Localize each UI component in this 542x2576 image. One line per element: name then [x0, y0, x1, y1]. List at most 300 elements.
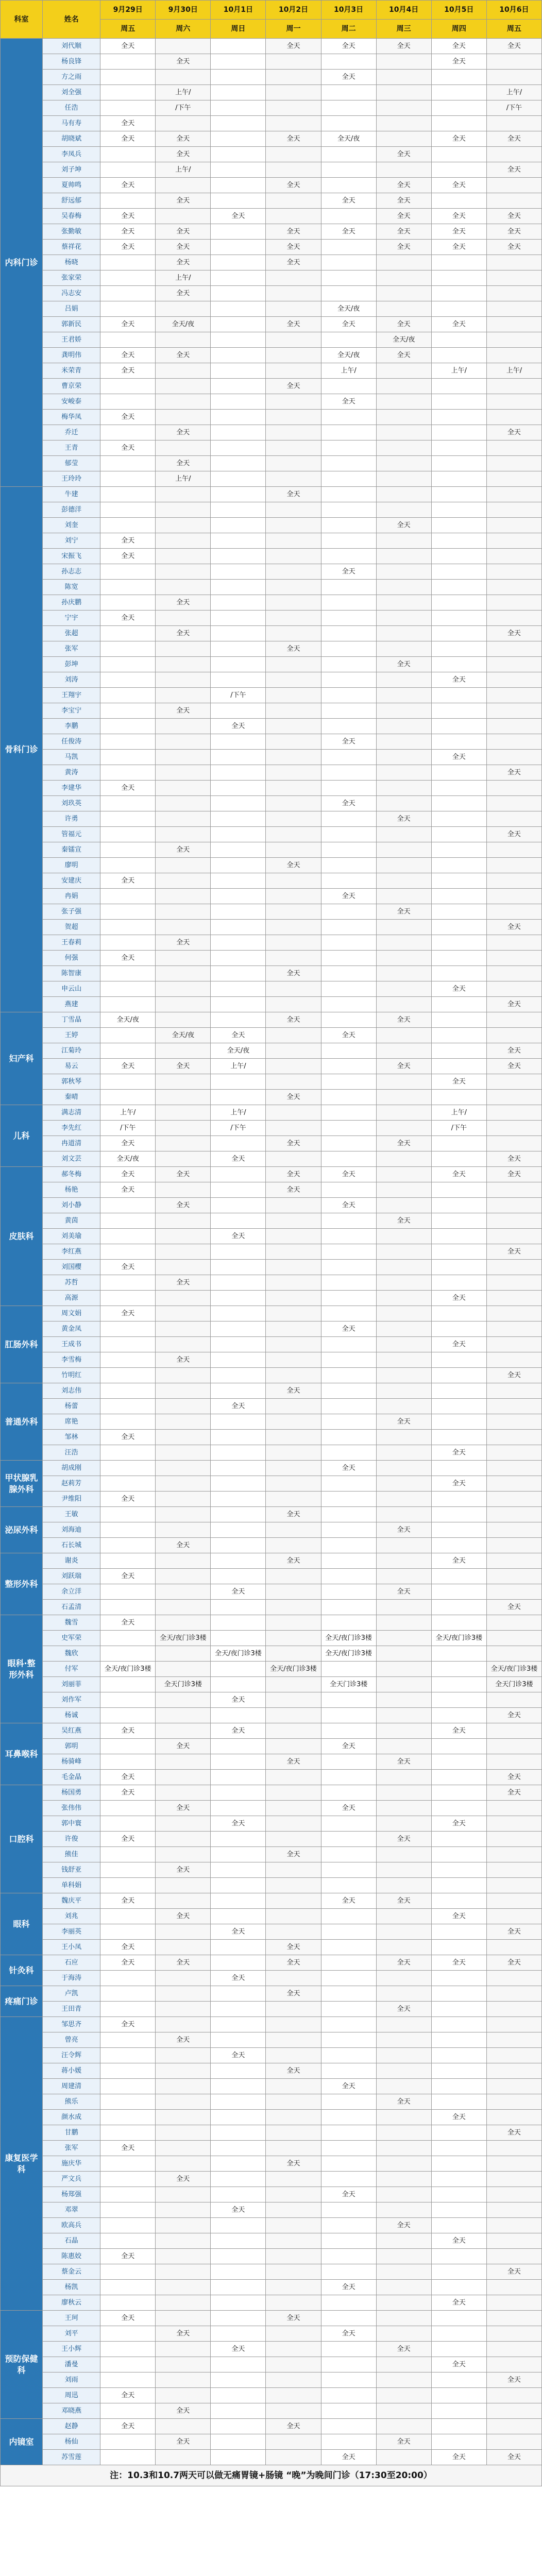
schedule-slot: [266, 1862, 321, 1878]
schedule-slot: [376, 2388, 431, 2403]
doctor-name: 张超: [43, 626, 100, 641]
doctor-name: 石应: [43, 1955, 100, 1971]
doctor-name: 刘丽菲: [43, 1677, 100, 1692]
schedule-slot: [156, 2218, 211, 2233]
schedule-slot: [431, 1770, 486, 1785]
schedule-slot: [211, 1553, 266, 1569]
doctor-name: 秦晴: [43, 1090, 100, 1105]
schedule-slot: 上午/: [156, 162, 211, 178]
schedule-slot: [266, 70, 321, 85]
schedule-slot: [431, 1662, 486, 1677]
schedule-slot: [100, 1739, 156, 1754]
weekday-header: 周日: [211, 20, 266, 39]
schedule-header: [1, 1, 542, 39]
schedule-slot: [266, 2403, 321, 2419]
schedule-slot: [321, 116, 376, 131]
schedule-slot: [266, 1337, 321, 1352]
schedule-slot: [486, 54, 541, 70]
schedule-row: [1, 2403, 542, 2419]
schedule-slot: [100, 842, 156, 858]
schedule-slot: [100, 657, 156, 672]
schedule-slot: 全天/夜: [321, 348, 376, 363]
schedule-row: [1, 54, 542, 70]
schedule-slot: 全天: [100, 39, 156, 54]
schedule-slot: 全天: [321, 317, 376, 332]
schedule-slot: [266, 332, 321, 348]
schedule-slot: [266, 2280, 321, 2295]
schedule-slot: [211, 1955, 266, 1971]
schedule-slot: 全天: [100, 240, 156, 255]
doctor-name: 杨蕾: [43, 1399, 100, 1414]
schedule-slot: 全天: [431, 981, 486, 997]
schedule-slot: [156, 209, 211, 224]
schedule-row: [1, 1615, 542, 1631]
schedule-slot: [100, 2063, 156, 2079]
schedule-slot: [376, 1847, 431, 1862]
doctor-name: 吴红燕: [43, 1723, 100, 1739]
date-header: 10月4日: [376, 1, 431, 20]
schedule-slot: [321, 1986, 376, 2002]
schedule-slot: 全天: [211, 1229, 266, 1244]
schedule-slot: 全天: [156, 240, 211, 255]
schedule-slot: 全天: [266, 966, 321, 981]
schedule-body: [1, 39, 542, 2465]
doctor-name: 苏哲: [43, 1275, 100, 1291]
schedule-slot: [266, 2264, 321, 2280]
doctor-name: 陈智康: [43, 966, 100, 981]
schedule-slot: 全天: [376, 1213, 431, 1229]
date-header: 10月6日: [486, 1, 541, 20]
schedule-slot: [156, 1213, 211, 1229]
schedule-slot: [100, 2094, 156, 2110]
schedule-slot: [266, 2249, 321, 2264]
schedule-row: [1, 580, 542, 595]
schedule-slot: [266, 1723, 321, 1739]
schedule-slot: 全天: [321, 1198, 376, 1213]
schedule-slot: 全天门诊3楼: [156, 1677, 211, 1692]
doctor-name: 申云山: [43, 981, 100, 997]
schedule-slot: [376, 688, 431, 703]
schedule-slot: [156, 2048, 211, 2063]
schedule-slot: [156, 1043, 211, 1059]
schedule-slot: [100, 2079, 156, 2094]
schedule-row: [1, 270, 542, 286]
schedule-slot: [156, 1121, 211, 1136]
schedule-slot: [431, 1692, 486, 1708]
schedule-slot: [321, 2002, 376, 2017]
schedule-slot: [486, 2233, 541, 2249]
schedule-slot: [266, 1414, 321, 1430]
schedule-slot: [156, 1461, 211, 1476]
schedule-row: [1, 2032, 542, 2048]
schedule-slot: [431, 1136, 486, 1151]
doctor-name: 李鹏: [43, 719, 100, 734]
schedule-slot: [266, 1074, 321, 1090]
doctor-name: 张伟伟: [43, 1801, 100, 1816]
schedule-slot: [100, 1368, 156, 1383]
schedule-slot: 全天: [376, 1059, 431, 1074]
schedule-slot: [376, 2450, 431, 2465]
schedule-slot: [266, 1770, 321, 1785]
schedule-row: [1, 1182, 542, 1198]
schedule-slot: [486, 2311, 541, 2326]
schedule-slot: 全天/夜: [321, 131, 376, 147]
schedule-slot: [156, 2450, 211, 2465]
schedule-slot: [321, 1182, 376, 1198]
schedule-slot: [486, 1476, 541, 1492]
schedule-slot: [431, 1012, 486, 1028]
schedule-slot: [321, 1723, 376, 1739]
schedule-row: [1, 348, 542, 363]
schedule-slot: [321, 456, 376, 471]
schedule-slot: [431, 332, 486, 348]
schedule-slot: 全天: [321, 796, 376, 811]
schedule-slot: [266, 564, 321, 580]
schedule-slot: [266, 703, 321, 719]
doctor-name: 熊佳: [43, 1847, 100, 1862]
schedule-slot: [211, 2311, 266, 2326]
schedule-slot: [321, 672, 376, 688]
schedule-slot: [100, 2156, 156, 2172]
schedule-slot: 上午/: [431, 363, 486, 379]
schedule-slot: [211, 966, 266, 981]
schedule-slot: 全天: [100, 549, 156, 564]
schedule-slot: [431, 2403, 486, 2419]
schedule-slot: [211, 1492, 266, 1507]
schedule-slot: [321, 1569, 376, 1584]
schedule-row: [1, 1924, 542, 1940]
schedule-slot: [156, 1723, 211, 1739]
schedule-slot: [321, 641, 376, 657]
schedule-slot: 全天: [156, 1955, 211, 1971]
schedule-slot: 全天: [156, 2434, 211, 2450]
schedule-slot: [431, 1708, 486, 1723]
schedule-slot: [376, 1492, 431, 1507]
schedule-slot: 全天: [431, 1955, 486, 1971]
schedule-slot: [156, 858, 211, 873]
schedule-slot: 全天: [376, 224, 431, 240]
schedule-slot: [321, 1121, 376, 1136]
schedule-slot: 全天: [321, 70, 376, 85]
schedule-slot: [486, 410, 541, 425]
schedule-slot: [266, 425, 321, 440]
schedule-slot: [211, 858, 266, 873]
schedule-slot: [486, 750, 541, 765]
schedule-slot: [156, 811, 211, 827]
schedule-slot: [100, 1461, 156, 1476]
doctor-name: 丁雪晶: [43, 1012, 100, 1028]
schedule-slot: [431, 1198, 486, 1213]
schedule-row: [1, 611, 542, 626]
schedule-row: [1, 1893, 542, 1909]
schedule-slot: [211, 1012, 266, 1028]
schedule-slot: [376, 1198, 431, 1213]
schedule-slot: [376, 131, 431, 147]
schedule-slot: 全天: [431, 2450, 486, 2465]
schedule-slot: [211, 2032, 266, 2048]
schedule-slot: [100, 719, 156, 734]
schedule-row: [1, 641, 542, 657]
schedule-slot: [486, 1615, 541, 1631]
department-cell: 妇产科: [1, 1012, 43, 1105]
schedule-slot: [266, 657, 321, 672]
doctor-name: 刘奎: [43, 518, 100, 533]
schedule-slot: [321, 2141, 376, 2156]
doctor-name: 谢炎: [43, 1553, 100, 1569]
schedule-slot: [431, 502, 486, 518]
schedule-slot: [266, 116, 321, 131]
schedule-slot: [431, 1522, 486, 1538]
schedule-slot: [376, 2280, 431, 2295]
doctor-name: 马凯: [43, 750, 100, 765]
schedule-slot: [431, 1507, 486, 1522]
schedule-slot: [211, 564, 266, 580]
schedule-slot: [431, 1569, 486, 1584]
schedule-slot: [376, 85, 431, 100]
schedule-slot: [266, 2434, 321, 2450]
schedule-slot: [486, 2218, 541, 2233]
doctor-name: 刘作军: [43, 1692, 100, 1708]
schedule-slot: [211, 1631, 266, 1646]
schedule-slot: [486, 1306, 541, 1321]
schedule-slot: [211, 1862, 266, 1878]
schedule-slot: [376, 1862, 431, 1878]
schedule-slot: [486, 595, 541, 611]
schedule-slot: [266, 2141, 321, 2156]
schedule-slot: 全天: [266, 1553, 321, 1569]
schedule-row: [1, 502, 542, 518]
schedule-slot: [100, 1399, 156, 1414]
schedule-slot: [266, 2187, 321, 2202]
schedule-slot: [486, 1832, 541, 1847]
schedule-slot: [486, 2048, 541, 2063]
schedule-slot: [211, 240, 266, 255]
schedule-slot: [321, 1136, 376, 1151]
doctor-name: 潘曼: [43, 2357, 100, 2372]
doctor-name: 刘涛: [43, 672, 100, 688]
schedule-slot: [211, 147, 266, 162]
schedule-slot: [431, 966, 486, 981]
schedule-slot: [211, 796, 266, 811]
schedule-slot: [156, 641, 211, 657]
schedule-row: [1, 1801, 542, 1816]
schedule-slot: 全天: [486, 1785, 541, 1801]
schedule-slot: [486, 842, 541, 858]
schedule-slot: [156, 1553, 211, 1569]
schedule-slot: 全天: [431, 1074, 486, 1090]
schedule-slot: [376, 2295, 431, 2311]
doctor-name: 王小凤: [43, 1940, 100, 1955]
schedule-slot: [431, 1893, 486, 1909]
schedule-row: [1, 533, 542, 549]
schedule-slot: [156, 70, 211, 85]
schedule-slot: [100, 1847, 156, 1862]
schedule-slot: [100, 1198, 156, 1213]
schedule-row: [1, 2002, 542, 2017]
schedule-slot: [321, 904, 376, 920]
schedule-slot: [321, 502, 376, 518]
schedule-row: [1, 1136, 542, 1151]
schedule-slot: 全天: [431, 1291, 486, 1306]
schedule-slot: [486, 301, 541, 317]
schedule-slot: [211, 2141, 266, 2156]
schedule-slot: [376, 1723, 431, 1739]
schedule-slot: [100, 1692, 156, 1708]
schedule-slot: [376, 379, 431, 394]
schedule-slot: [486, 2063, 541, 2079]
schedule-slot: [156, 2187, 211, 2202]
doctor-name: 郭中寰: [43, 1816, 100, 1832]
schedule-slot: [266, 85, 321, 100]
schedule-slot: [321, 2233, 376, 2249]
schedule-slot: [156, 688, 211, 703]
schedule-slot: 全天: [211, 2202, 266, 2218]
schedule-slot: [431, 2388, 486, 2403]
schedule-slot: [486, 1847, 541, 1862]
schedule-slot: [431, 904, 486, 920]
schedule-slot: [376, 2372, 431, 2388]
schedule-slot: [376, 1971, 431, 1986]
schedule-row: [1, 1955, 542, 1971]
schedule-slot: [100, 394, 156, 410]
doctor-name: 刘海迪: [43, 1522, 100, 1538]
schedule-slot: 全天: [376, 811, 431, 827]
schedule-slot: [156, 1646, 211, 1662]
schedule-slot: 全天: [376, 2002, 431, 2017]
schedule-slot: [100, 1028, 156, 1043]
schedule-slot: 全天: [266, 487, 321, 502]
doctor-name: 席艳: [43, 1414, 100, 1430]
schedule-slot: [100, 2295, 156, 2311]
schedule-slot: [486, 811, 541, 827]
schedule-row: [1, 2141, 542, 2156]
doctor-name: 胡成刚: [43, 1461, 100, 1476]
schedule-row: [1, 2434, 542, 2450]
schedule-row: [1, 981, 542, 997]
schedule-slot: 全天: [266, 224, 321, 240]
schedule-slot: [156, 873, 211, 889]
schedule-slot: [100, 796, 156, 811]
schedule-slot: 全天/夜: [376, 332, 431, 348]
department-cell: 皮肤科: [1, 1167, 43, 1306]
schedule-row: [1, 2156, 542, 2172]
schedule-row: [1, 1569, 542, 1584]
schedule-slot: [100, 487, 156, 502]
schedule-slot: 全天: [376, 2434, 431, 2450]
schedule-slot: [211, 1275, 266, 1291]
schedule-slot: [486, 889, 541, 904]
schedule-slot: [321, 1383, 376, 1399]
schedule-slot: 全天: [266, 1136, 321, 1151]
schedule-slot: [100, 641, 156, 657]
schedule-slot: [266, 997, 321, 1012]
schedule-slot: [376, 1291, 431, 1306]
schedule-slot: [431, 193, 486, 209]
schedule-slot: [266, 2002, 321, 2017]
doctor-name: 王青: [43, 440, 100, 456]
department-cell: 耳鼻喉科: [1, 1723, 43, 1785]
schedule-slot: [376, 2079, 431, 2094]
schedule-slot: [376, 1260, 431, 1275]
schedule-row: [1, 1368, 542, 1383]
schedule-slot: [100, 904, 156, 920]
schedule-row: [1, 595, 542, 611]
schedule-slot: [156, 2295, 211, 2311]
schedule-slot: 全天: [211, 1971, 266, 1986]
schedule-slot: 全天: [486, 425, 541, 440]
schedule-slot: 全天/夜: [100, 1012, 156, 1028]
schedule-slot: 全天: [211, 2342, 266, 2357]
doctor-name: 冉道清: [43, 1136, 100, 1151]
schedule-slot: [486, 70, 541, 85]
schedule-slot: [486, 981, 541, 997]
schedule-slot: [100, 688, 156, 703]
schedule-slot: [431, 116, 486, 131]
schedule-row: [1, 1028, 542, 1043]
schedule-slot: [211, 348, 266, 363]
schedule-slot: [321, 703, 376, 719]
schedule-slot: [266, 1492, 321, 1507]
schedule-slot: [376, 1352, 431, 1368]
schedule-slot: [156, 2388, 211, 2403]
schedule-slot: 全天门诊3楼: [486, 1677, 541, 1692]
schedule-slot: [376, 100, 431, 116]
schedule-slot: 全天: [321, 1028, 376, 1043]
schedule-slot: [486, 1646, 541, 1662]
schedule-slot: 全天: [321, 224, 376, 240]
schedule-slot: 全天: [376, 1136, 431, 1151]
schedule-slot: [486, 1909, 541, 1924]
doctor-name: 易云: [43, 1059, 100, 1074]
schedule-slot: [100, 2326, 156, 2342]
doctor-name: 郝冬梅: [43, 1167, 100, 1182]
schedule-row: [1, 2342, 542, 2357]
schedule-slot: 全天: [486, 162, 541, 178]
schedule-slot: [431, 2280, 486, 2295]
schedule-slot: 全天: [486, 626, 541, 641]
schedule-slot: [100, 2202, 156, 2218]
schedule-slot: 全天: [376, 193, 431, 209]
schedule-slot: [321, 240, 376, 255]
doctor-name: 施庆华: [43, 2156, 100, 2172]
schedule-slot: [376, 1151, 431, 1167]
schedule-slot: [431, 935, 486, 951]
schedule-slot: [376, 920, 431, 935]
schedule-slot: [156, 1430, 211, 1445]
schedule-slot: [100, 1584, 156, 1600]
schedule-slot: 全天: [100, 1136, 156, 1151]
schedule-slot: [266, 1229, 321, 1244]
schedule-slot: 全天: [431, 2110, 486, 2125]
schedule-slot: [376, 719, 431, 734]
schedule-slot: [376, 471, 431, 487]
schedule-slot: [486, 1553, 541, 1569]
schedule-row: [1, 811, 542, 827]
schedule-slot: [431, 1461, 486, 1476]
doctor-name: 龚明伟: [43, 348, 100, 363]
schedule-slot: [321, 209, 376, 224]
schedule-slot: [431, 2342, 486, 2357]
schedule-slot: [486, 1028, 541, 1043]
schedule-slot: [321, 765, 376, 781]
schedule-slot: [100, 997, 156, 1012]
doctor-name: 胡晓斌: [43, 131, 100, 147]
schedule-slot: 全天: [100, 410, 156, 425]
doctor-name: 管福元: [43, 827, 100, 842]
schedule-slot: [211, 1074, 266, 1090]
schedule-slot: 全天/夜门诊3楼: [321, 1631, 376, 1646]
schedule-slot: [100, 301, 156, 317]
